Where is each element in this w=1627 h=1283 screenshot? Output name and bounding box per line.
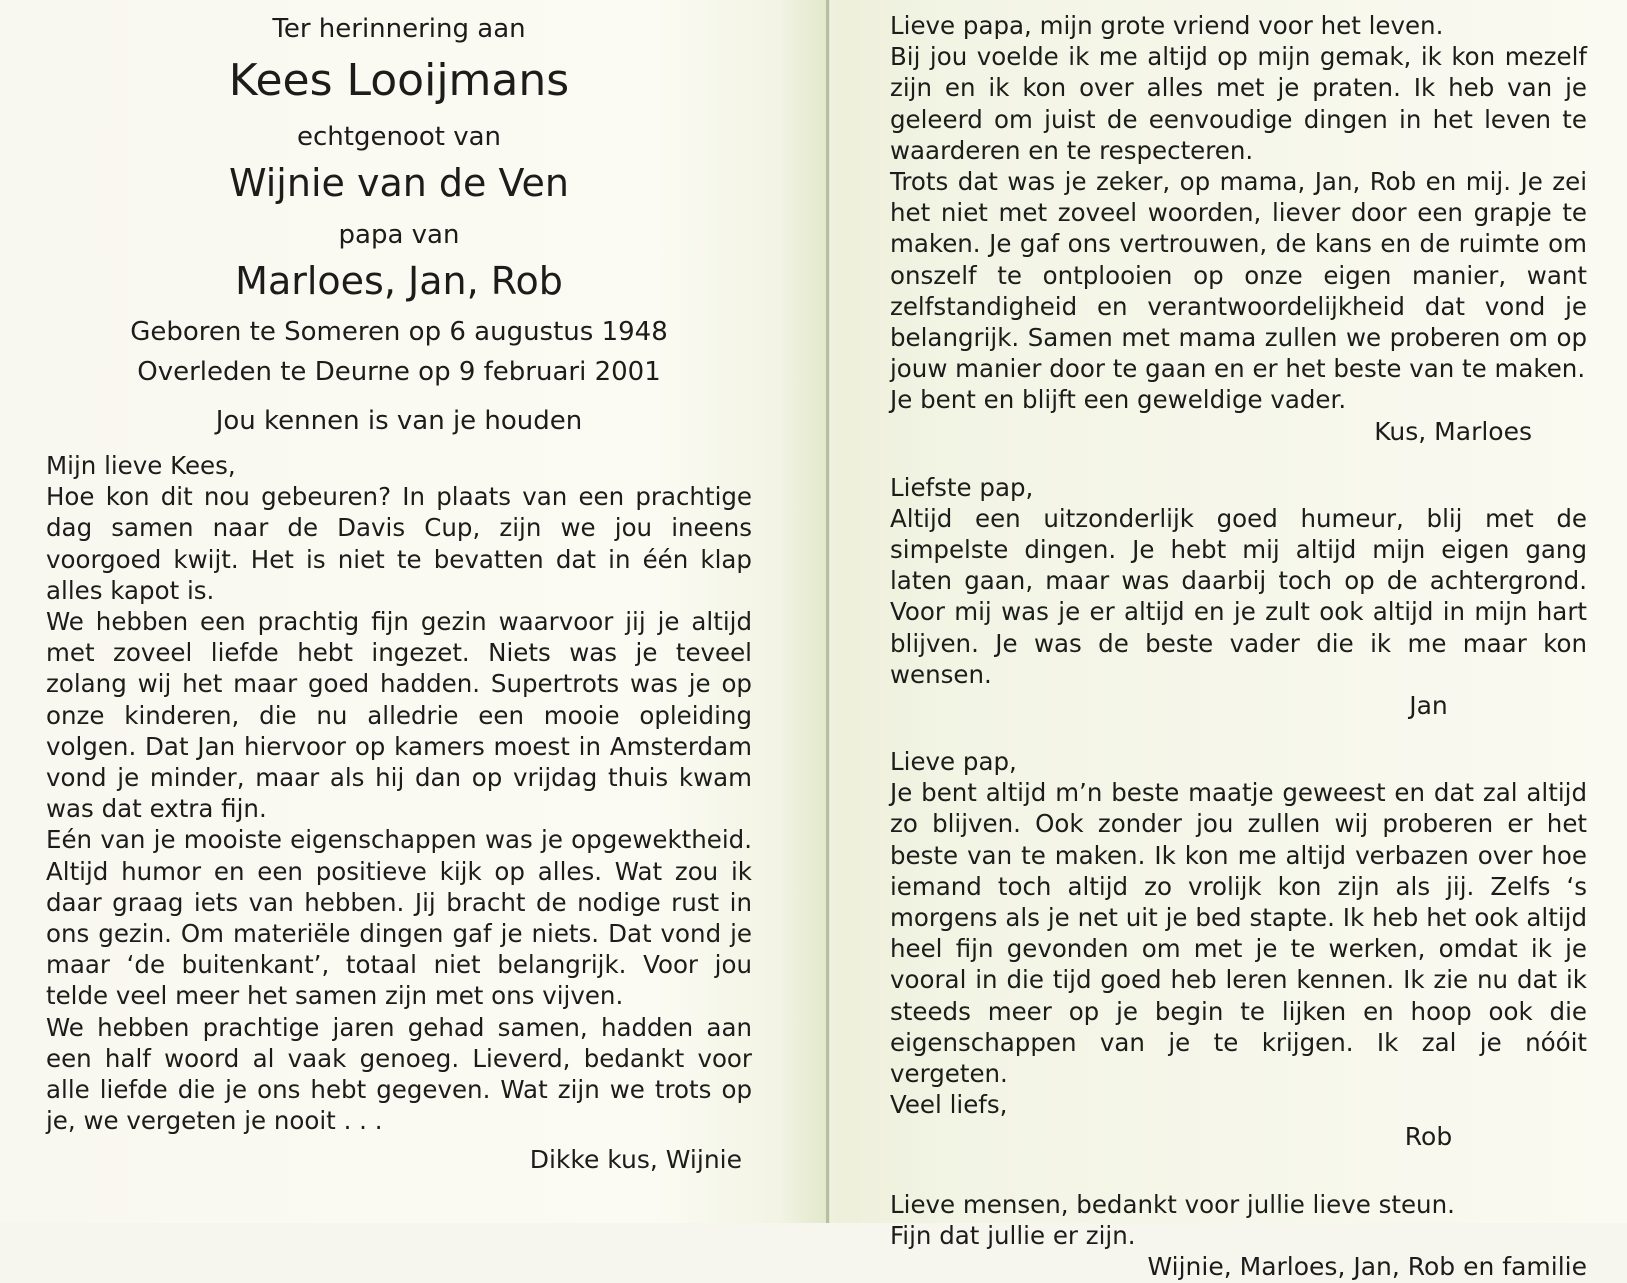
- signature-wijnie: Dikke kus, Wijnie: [529, 1145, 742, 1175]
- rob-greeting: Lieve pap,: [890, 747, 1017, 777]
- intro-text: Ter herinnering aan: [272, 14, 526, 44]
- deceased-name: Kees Looijmans: [228, 55, 570, 106]
- marloes-paragraph-3: Trots dat was je zeker, op mama, Jan, Rob en mij. Je zei het niet met zoveel woorden, liever door een grapje te maken. Je gaf ons vertrouwen, de kans en de ruimte om onszelf te ontplooien op onze eigen manier, want zelfstandigheid en verantwoordelijkheid dat vond je belangrijk. Samen met mama zullen we proberen om op jouw manier door te gaan en er het beste van te maken.: [890, 167, 1587, 384]
- rob-closing: Veel liefs,: [890, 1090, 1008, 1120]
- marloes-paragraph-2: Bij jou voelde ik me altijd op mijn gemak, ik kon mezelf zijn en ik kon over alles met je praten. Ik heb van je geleerd om juist de eenvoudige dingen in het leven te waarderen en te respecteren.: [890, 42, 1587, 165]
- left-page: [0, 0, 790, 1223]
- motto: Jou kennen is van je houden: [215, 406, 583, 436]
- letter-greeting: Mijn lieve Kees,: [46, 451, 236, 480]
- letter-rob: [890, 746, 1587, 1120]
- signature-family: Wijnie, Marloes, Jan, Rob en familie: [1147, 1251, 1587, 1281]
- death-line: Overleden te Deurne op 9 februari 2001: [137, 357, 661, 387]
- signature-jan: Jan: [1409, 691, 1448, 721]
- letter-jan: [890, 472, 1587, 690]
- thanks-line-1: Lieve mensen, bedankt voor jullie lieve steun.: [890, 1189, 1455, 1219]
- signature-rob: Rob: [1404, 1121, 1453, 1151]
- signature-marloes: Kus, Marloes: [1374, 416, 1532, 446]
- jan-paragraph-1: Altijd een uitzonderlijk goed humeur, blij met de simpelste dingen. Je hebt mij altijd mijn eigen gang laten gaan, maar was daarbij toch op de achtergrond. Voor mij was je er altijd en je zult ook altijd in mijn hart blijven. Je was de beste vader die ik me maar kon wensen.: [890, 503, 1587, 689]
- children-label: papa van: [338, 220, 460, 250]
- rob-paragraph-1: Je bent altijd m’n beste maatje geweest en dat zal altijd zo blijven. Ook zonder jou zullen wij proberen er het beste van te maken. Ik kon me altijd verbazen over hoe iemand toch altijd zo vrolijk kon zijn als jij. Zelfs ‘s morgens als je net uit je bed stapte. Ik heb het ook altijd heel fijn gevonden om met je te werken, omdat ik je vooral in die tijd goed heb leren kennen. Ik zie nu dat ik steeds meer op je begin te lijken en hoop ook die eigenschappen van je te krijgen. Ik zal je nóóit vergeten.: [890, 778, 1587, 1089]
- children-names: Marloes, Jan, Rob: [235, 259, 563, 303]
- letter-paragraph-4: We hebben prachtige jaren gehad samen, hadden aan een half woord al vaak genoeg. Lieverd, bedankt voor alle liefde die je ons hebt gegeven. Wat zijn we trots op je, we vergeten je nooit . . .: [46, 1012, 752, 1136]
- marloes-paragraph-4: Je bent en blijft een geweldige vader.: [890, 385, 1347, 415]
- thanks-line-2: Fijn dat jullie er zijn.: [890, 1220, 1136, 1250]
- spouse-name: Wijnie van de Ven: [229, 161, 569, 205]
- spouse-label: echtgenoot van: [296, 122, 501, 152]
- right-page: [842, 0, 1627, 1281]
- birth-line: Geboren te Someren op 6 augustus 1948: [130, 317, 668, 347]
- letter-paragraph-2: We hebben een prachtig fijn gezin waarvoor jij je altijd met zoveel liefde hebt ingezet. Niets was je teveel zolang wij het maar goed hadden. Supertrots was je op onze kinderen, die nu alledrie een mooie opleiding volgen. Dat Jan hiervoor op kamers moest in Amsterdam vond je minder, maar als hij dan op vrijdag thuis kwam was dat extra fijn.: [46, 607, 752, 824]
- jan-greeting: Liefste pap,: [890, 472, 1034, 502]
- letter-paragraph-3: Eén van je mooiste eigenschappen was je opgewektheid. Altijd humor en een positieve kijk op alles. Wat zou ik daar graag iets van hebben. Jij bracht de nodige rust in ons gezin. Om materiële dingen gaf je niets. Dat vond je maar ‘de buitenkant’, totaal niet belangrijk. Voor jou telde veel meer het samen zijn met ons vijven.: [46, 825, 752, 1011]
- letter-paragraph-1: Hoe kon dit nou gebeuren? In plaats van een prachtige dag samen naar de Davis Cup, zijn we jou ineens voorgoed kwijt. Het is niet te bevatten dat in één klap alles kapot is.: [46, 482, 752, 605]
- letter-wijnie: [46, 450, 752, 1136]
- card-fold-line: [826, 0, 829, 1223]
- marloes-paragraph-1: Lieve papa, mijn grote vriend voor het leven.: [890, 11, 1444, 40]
- thanks-note: [890, 1189, 1587, 1251]
- letter-marloes: [890, 10, 1587, 416]
